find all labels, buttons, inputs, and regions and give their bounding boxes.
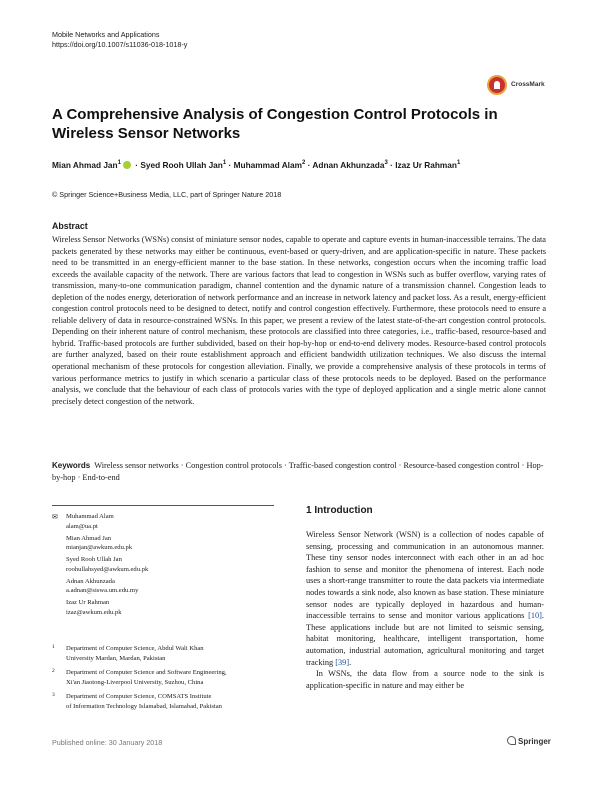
keywords-text: Wireless sensor networks · Congestion control protocols · Traffic-based congestion control · Resource-based congestion control · Hop-by-hop · End-to-end: [52, 461, 544, 482]
abstract-text: Wireless Sensor Networks (WSNs) consist of miniature sensor nodes, capable to operate and capture events in human-inaccessible terrains. The data packets generated by these networks may either be continuous, event-based or query-driven, and are application-specific in nature. These packets need to be transmitted in an energy-efficient manner to the base station. In these networks, congestion occurs when the incoming traffic load exceeds the available capacity of the network. There are various factors that lead to congestion in WSNs such as buffer overflow, varying rates of transmission, many-to-one communication paradigm, channel contention and the dynamic nature of a transmission channel. Congestion leads to depletion of the nodes energy, deterioration of network performance and an increase in network latency and packet loss. As a result, energy-efficient congestion control protocols need to be designed to detect, notify and control congestion effectively. Furthermore, these protocols need to ensure a reliable delivery of data in resource-constrained WSNs. In this paper, we present a review of the latest state-of-the-art congestion control protocols. Depending on their inherent nature of control mechanism, these protocols are classified into three categories, i.e., traffic-based, resource-based and hybrid. Traffic-based protocols are further subdivided, based on their hop-by-hop or end-to-end delivery modes. Resource-based control protocols are further analyzed, based on their route establishment approach and efficient bandwidth utilization techniques. We also discuss the internal operational mechanism of these protocols for congestion alleviation. Finally, we provide a comprehensive analysis of these protocols in terms of various performance metrics to justify in which scenario a particular class of these protocols needs to be deployed. Based on the performance analysis, we conclude that the behaviour of each class of protocols varies with the type of deployed application and a single metric alone cannot precisely detect congestion of the network.: [52, 235, 546, 406]
contact-item: [52, 512, 282, 531]
intro-paragraph: In WSNs, the data flow from a source node to the sink is application-specific in nature and may either be: [306, 669, 544, 690]
contact-email[interactable]: mianjan@awkum.edu.pk: [66, 544, 133, 552]
author-name: Syed Rooh Ullah Jan: [140, 159, 223, 170]
contact-item: [52, 577, 282, 596]
author-affil-sup: 1: [456, 160, 461, 166]
author-name: Mian Ahmad Jan: [52, 159, 118, 170]
author-affil-sup: 1: [222, 160, 227, 166]
envelope-icon: ✉: [52, 514, 58, 521]
contact-name: Muhammad Alam: [66, 513, 114, 520]
crossmark-badge[interactable]: [487, 75, 549, 97]
contact-name: Adnan Akhunzada: [66, 577, 115, 585]
intro-text: . These applications include but are not limited to seismic sensing, habitat monitoring, healthcare, intelligent transportation, home automation, industrial automation, agricultural monitoring and target tracking: [306, 611, 544, 667]
contact-email[interactable]: alam@ua.pt: [66, 522, 98, 530]
author-affil-sup: 1: [117, 160, 121, 166]
intro-text: .: [349, 657, 352, 667]
affiliation-item: [52, 644, 287, 663]
keywords: [52, 460, 546, 483]
author-affil-sup: 2: [301, 160, 306, 166]
affiliation-number: 3: [52, 692, 55, 699]
citation-link[interactable]: [10]: [528, 611, 542, 621]
affiliation-line: of Information Technology Islamabad, Islamabad, Pakistan: [66, 702, 222, 710]
contact-name: Izaz Ur Rahman: [66, 599, 110, 607]
crossmark-icon: [487, 75, 507, 95]
crossmark-label: CrossMark: [511, 81, 545, 88]
abstract-heading: Abstract: [52, 221, 88, 231]
author-name: Adnan Akhunzada: [312, 159, 385, 170]
affiliation-line: Department of Computer Science, Abdul Wali Khan: [66, 645, 204, 652]
journal-name: Mobile Networks and Applications: [52, 30, 160, 39]
introduction-body: [306, 529, 544, 691]
contact-email[interactable]: a.adnan@siswa.um.edu.my: [66, 587, 139, 595]
citation-link[interactable]: [39]: [335, 657, 350, 667]
affiliation-line: Xi'an Jiaotong-Liverpool University, Suzhou, China: [66, 678, 204, 686]
keywords-label: Keywords: [52, 461, 91, 470]
contact-item: [52, 534, 282, 553]
contact-name: Syed Rooh Ullah Jan: [66, 556, 122, 564]
affiliation-line: University Mardan, Mardan, Pakistan: [66, 654, 166, 662]
contact-email[interactable]: roohullahsyed@awkum.edu.pk: [66, 565, 149, 573]
author-name: Izaz Ur Rahman: [395, 159, 457, 170]
paper-title: A Comprehensive Analysis of Congestion Control Protocols in Wireless Sensor Networks: [52, 106, 498, 142]
contact-item: [52, 598, 282, 617]
footnote-divider: [52, 505, 274, 506]
copyright-notice: © Springer Science+Business Media, LLC, part of Springer Nature 2018: [52, 190, 282, 199]
affiliations: [52, 644, 287, 717]
intro-paragraph: [306, 529, 544, 668]
author-list: Mian Ahmad Jan$^1$ · Syed Rooh Ullah Jan$^1$ · Muhammad Alam$^2$ · Adnan Akhunzada$^3$ · Izaz Ur Rahman$^1$: [52, 159, 461, 170]
publisher-logo: [507, 736, 551, 746]
affiliation-number: 2: [52, 668, 55, 675]
orcid-icon[interactable]: [123, 161, 131, 169]
springer-horse-icon: [507, 736, 516, 745]
affiliation-line: Department of Computer Science and Software Engineering,: [66, 669, 227, 677]
affiliation-number: 1: [52, 644, 55, 650]
contact-item: [52, 555, 282, 574]
affiliation-line: Department of Computer Science, COMSATS Institute: [66, 693, 212, 701]
author-contacts: [52, 512, 282, 620]
affiliation-item: [52, 668, 287, 687]
published-date: Published online: 30 January 2018: [52, 738, 163, 747]
journal-header: [52, 30, 187, 50]
contact-email[interactable]: izaz@awkum.edu.pk: [66, 608, 122, 616]
journal-doi[interactable]: https://doi.org/10.1007/s11036-018-1018-y: [52, 40, 188, 49]
section-heading-introduction: 1 Introduction: [306, 505, 373, 516]
publisher-name: Springer: [518, 737, 551, 746]
affiliation-item: [52, 692, 287, 711]
author-affil-sup: 3: [384, 160, 388, 166]
author-name: Muhammad Alam: [233, 159, 302, 170]
contact-name: Mian Ahmad Jan: [66, 534, 112, 542]
intro-text: Wireless Sensor Network (WSN) is a collection of nodes capable of sensing, processing and communication in an autonomous manner. These tiny sensor nodes interconnect with each other in an ad hoc fashion to sense and monitor the phenomena of interest. Each node uses a short-range transmitter to route the data packets via intermediate nodes towards a sink node, also known as base station. These miniature sensor nodes are typically deployed in hazardous and human-inaccessible terrains to sense and monitor various applications: [306, 530, 544, 621]
